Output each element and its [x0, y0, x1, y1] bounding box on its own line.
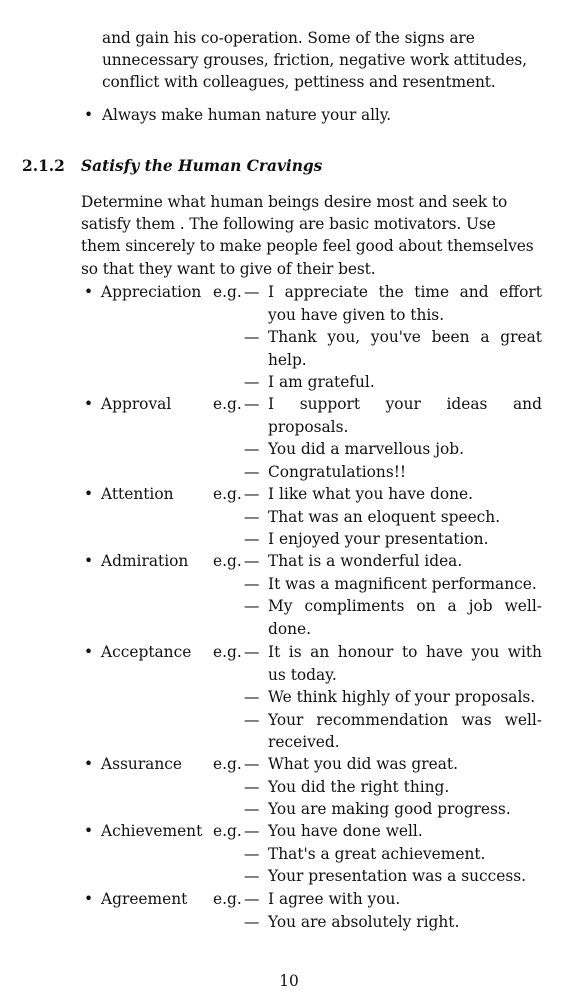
example-line	[268, 641, 542, 663]
intro-line-1	[102, 27, 542, 49]
motivator-name: Admiration	[101, 552, 189, 570]
example-line: You did a marvellous job.	[268, 440, 465, 458]
example-line: You did the right thing.	[268, 777, 450, 796]
example-word: job	[468, 597, 493, 615]
example-word: and	[459, 283, 489, 301]
example-word: a	[447, 597, 457, 615]
motivator-name: Agreement	[101, 890, 188, 908]
example-word: I	[268, 283, 275, 301]
bullet-icon: •	[84, 283, 94, 301]
bullet-icon: •	[84, 755, 94, 773]
example-word: was	[461, 710, 492, 729]
dash-mark: —	[244, 822, 260, 840]
example-word: and	[513, 395, 542, 413]
dash-mark: —	[244, 643, 260, 661]
example-line	[268, 709, 542, 731]
dash-mark: —	[244, 912, 260, 931]
dash-mark: —	[244, 373, 260, 391]
motivator-name: Approval	[101, 395, 172, 413]
dash-mark: —	[244, 462, 260, 481]
dash-mark: —	[244, 574, 260, 593]
example-word: on	[416, 597, 436, 615]
example-word: Thank	[268, 328, 317, 346]
bullet-icon: •	[84, 822, 94, 840]
para-line-1: Determine what human beings desire most and seek to	[81, 193, 508, 211]
motivator-name: Appreciation	[101, 283, 202, 301]
dash-mark: —	[244, 395, 260, 413]
example-line: Your presentation was a success.	[268, 867, 527, 885]
intro-line-2	[102, 49, 542, 71]
example-word: is	[288, 643, 302, 661]
example-word: have	[425, 643, 463, 661]
dash-mark: —	[244, 755, 260, 773]
example-line	[268, 326, 542, 348]
example-line: That's a great achievement.	[268, 844, 486, 863]
example-line: I like what you have done.	[268, 485, 474, 503]
example-line: I am grateful.	[268, 373, 375, 391]
dash-mark: —	[244, 688, 260, 706]
example-word: effort	[499, 283, 542, 301]
top-bullet-text: Always make human nature your ally.	[102, 106, 392, 124]
dash-mark: —	[244, 507, 260, 526]
dash-mark: —	[244, 328, 260, 346]
motivator-name: Acceptance	[101, 643, 192, 661]
example-line: I agree with you.	[268, 890, 401, 908]
section-title: Satisfy the Human Cravings	[81, 157, 323, 175]
dash-mark: —	[244, 844, 260, 863]
dash-mark: —	[244, 283, 260, 301]
eg-label: e.g.	[213, 485, 242, 503]
example-line: us today.	[268, 665, 337, 684]
example-word: you've	[370, 328, 421, 346]
example-word: a	[480, 328, 490, 346]
example-word: support	[299, 395, 361, 413]
example-word: I	[268, 395, 275, 413]
dash-mark: —	[244, 800, 260, 818]
intro-line-3-text: conflict with colleagues, pettiness and resentment.	[102, 73, 496, 91]
example-line: That was an eloquent speech.	[268, 507, 501, 526]
dash-mark: —	[244, 867, 260, 885]
para-line-2: satisfy them . The following are basic motivators. Use	[81, 215, 496, 233]
dash-mark: —	[244, 530, 260, 548]
intro-line-2-text: unnecessary grouses, friction, negative work attitudes,	[102, 51, 527, 69]
example-word: ideas	[446, 395, 488, 413]
example-word: great	[500, 328, 542, 346]
intro-line-1-text: and gain his co-operation. Some of the signs are	[102, 29, 475, 47]
example-line	[268, 393, 542, 415]
example-line: It was a magnificent performance.	[268, 574, 537, 593]
example-line: That is a wonderful idea.	[268, 552, 463, 570]
example-line: received.	[268, 733, 340, 751]
motivator-name: Achievement	[101, 822, 203, 840]
example-line: You are absolutely right.	[268, 912, 460, 931]
example-line: you have given to this.	[268, 305, 445, 324]
example-line: We think highly of your proposals.	[268, 688, 536, 706]
example-line: proposals.	[268, 417, 349, 436]
example-word: well-	[504, 597, 542, 615]
eg-label: e.g.	[213, 755, 242, 773]
section-number: 2.1.2	[22, 157, 65, 175]
example-word: honour	[337, 643, 394, 661]
eg-label: e.g.	[213, 643, 242, 661]
eg-label: e.g.	[213, 552, 242, 570]
example-word: to	[401, 643, 418, 661]
example-word: compliments	[304, 597, 405, 615]
example-word: My	[268, 597, 293, 615]
example-word: appreciate	[284, 283, 368, 301]
example-word: with	[507, 643, 542, 661]
example-line: You are making good progress.	[268, 800, 511, 818]
page-number: 10	[279, 972, 299, 990]
eg-label: e.g.	[213, 283, 242, 301]
bullet-icon: •	[84, 552, 94, 570]
bullet-icon: •	[84, 485, 94, 503]
example-line	[268, 281, 542, 303]
dash-mark: —	[244, 485, 260, 503]
example-word: Your	[268, 710, 304, 729]
dash-mark: —	[244, 710, 260, 729]
para-line-4: so that they want to give of their best.	[81, 260, 376, 278]
example-word: recommendation	[316, 710, 449, 729]
eg-label: e.g.	[213, 890, 242, 908]
example-line: help.	[268, 350, 307, 369]
example-word: an	[310, 643, 330, 661]
example-line: I enjoyed your presentation.	[268, 530, 489, 548]
bullet-icon: •	[84, 643, 94, 661]
example-line: What you did was great.	[268, 755, 458, 773]
dash-mark: —	[244, 890, 260, 908]
dash-mark: —	[244, 552, 260, 570]
example-line: done.	[268, 619, 312, 638]
motivator-name: Assurance	[101, 755, 182, 773]
example-line: You have done well.	[268, 822, 423, 840]
example-line: Congratulations!!	[268, 462, 407, 481]
example-word: the	[378, 283, 404, 301]
bullet-icon: •	[84, 890, 94, 908]
example-word: time	[414, 283, 450, 301]
example-word: you	[471, 643, 500, 661]
example-line	[268, 595, 542, 617]
example-word: It	[268, 643, 281, 661]
example-word: you,	[327, 328, 361, 346]
eg-label: e.g.	[213, 822, 242, 840]
eg-label: e.g.	[213, 395, 242, 413]
example-word: been	[431, 328, 470, 346]
intro-line-3	[102, 71, 496, 93]
dash-mark: —	[244, 440, 260, 458]
dash-mark: —	[244, 777, 260, 796]
example-word: your	[385, 395, 421, 413]
dash-mark: —	[244, 597, 260, 615]
bullet-icon: •	[84, 106, 94, 124]
motivator-name: Attention	[101, 485, 174, 503]
bullet-icon: •	[84, 395, 94, 413]
example-word: well-	[504, 710, 542, 729]
para-line-3: them sincerely to make people feel good about themselves	[81, 237, 534, 255]
